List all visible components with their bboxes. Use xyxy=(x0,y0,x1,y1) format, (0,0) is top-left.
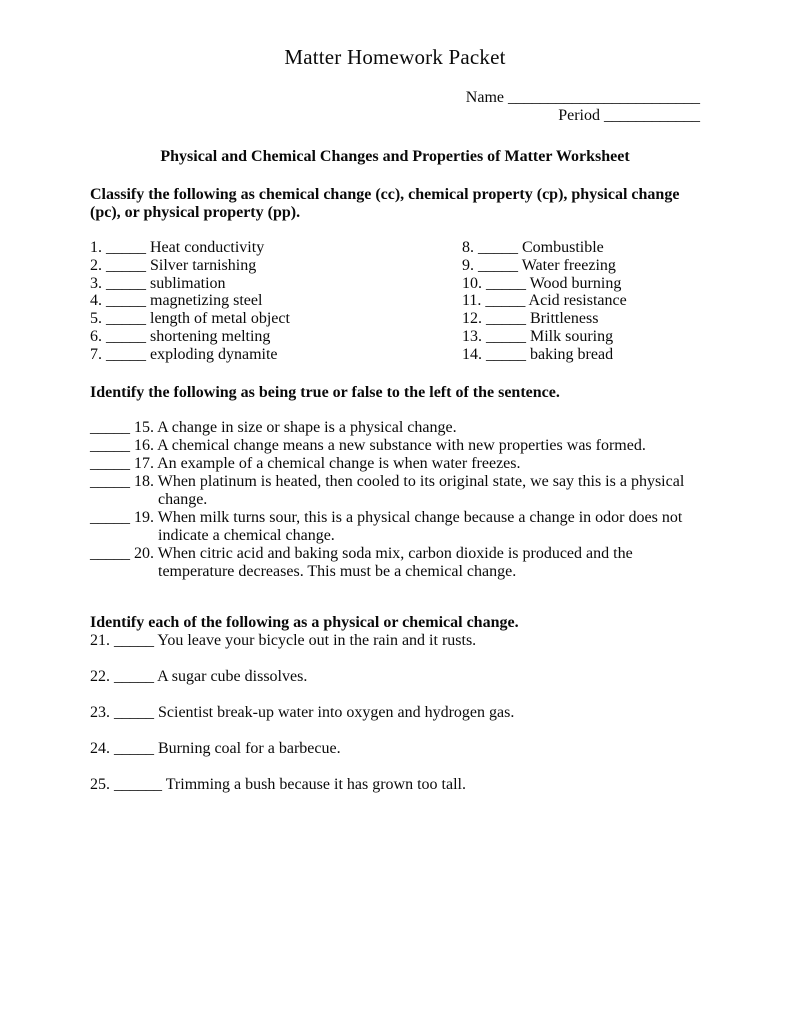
classify-column-right xyxy=(462,239,700,364)
classify-item xyxy=(462,328,700,346)
answer-blank: _____ xyxy=(114,667,154,685)
item-number: 5. xyxy=(90,310,102,328)
answer-blank: _____ xyxy=(106,274,146,292)
classify-item xyxy=(462,310,700,328)
item-number: 6. xyxy=(90,327,102,345)
answer-blank: _____ xyxy=(478,256,518,274)
answer-blank: _____ xyxy=(486,345,526,363)
statement-text: When milk turns sour, this is a physical change because a change in odor does not indicate a chemical change. xyxy=(157,508,683,544)
classify-item xyxy=(462,292,700,310)
item-number: 22. xyxy=(90,667,110,685)
answer-blank: _____ xyxy=(90,508,130,526)
item-number: 3. xyxy=(90,274,102,292)
item-number: 7. xyxy=(90,345,102,363)
statement-text: You leave your bicycle out in the rain and it rusts. xyxy=(157,631,477,649)
change-section-heading: Identify each of the following as a physical or chemical change. xyxy=(90,613,519,631)
answer-blank: _____ xyxy=(486,327,526,345)
student-id-block xyxy=(90,89,700,125)
true-false-item xyxy=(90,419,700,437)
classify-column-left xyxy=(90,239,462,364)
answer-blank: _____ xyxy=(114,739,154,757)
item-label: Heat conductivity xyxy=(150,239,265,256)
statement-text: A sugar cube dissolves. xyxy=(157,667,308,685)
item-number: 9. xyxy=(462,256,474,274)
item-number: 2. xyxy=(90,256,102,274)
item-number: 23. xyxy=(90,703,110,721)
period-label: Period xyxy=(558,107,600,124)
statement-text: Burning coal for a barbecue. xyxy=(158,739,341,757)
name-label: Name xyxy=(465,89,504,106)
item-number: 11. xyxy=(462,292,482,310)
answer-blank: _____ xyxy=(486,274,526,292)
item-label: shortening melting xyxy=(150,327,271,345)
true-false-item xyxy=(90,455,700,473)
true-false-item xyxy=(90,545,700,581)
item-number: 14. xyxy=(462,345,482,363)
answer-blank: _____ xyxy=(106,345,146,363)
item-number: 19. xyxy=(134,508,154,526)
answer-blank: _____ xyxy=(106,292,146,310)
item-number: 17. xyxy=(134,454,154,472)
answer-blank: _____ xyxy=(106,310,146,328)
classify-item xyxy=(90,292,462,310)
answer-blank: _____ xyxy=(106,256,146,274)
answer-blank: _____ xyxy=(90,472,130,490)
answer-blank: _____ xyxy=(90,544,130,562)
change-item xyxy=(90,704,700,722)
name-blank: ________________________ xyxy=(508,89,700,106)
answer-blank: _____ xyxy=(486,310,526,328)
item-label: Combustible xyxy=(522,239,604,256)
classify-item xyxy=(462,239,700,257)
change-item xyxy=(90,740,700,758)
statement-text: When citric acid and baking soda mix, carbon dioxide is produced and the temperature decreases. This must be a chemical change. xyxy=(157,544,633,580)
item-label: Acid resistance xyxy=(528,292,627,310)
statement-text: A chemical change means a new substance with new properties was formed. xyxy=(157,436,646,454)
true-false-list xyxy=(90,419,700,581)
statement-text: An example of a chemical change is when water freezes. xyxy=(157,454,521,472)
item-label: exploding dynamite xyxy=(150,345,278,363)
name-line xyxy=(90,89,700,107)
item-label: Brittleness xyxy=(530,310,599,328)
classify-item xyxy=(462,346,700,364)
answer-blank: _____ xyxy=(90,418,130,436)
classify-item xyxy=(90,310,462,328)
item-label: Water freezing xyxy=(521,256,616,274)
classify-list xyxy=(90,239,700,364)
classify-item xyxy=(90,257,462,275)
change-item xyxy=(90,668,700,686)
item-number: 21. xyxy=(90,631,110,649)
item-number: 18. xyxy=(134,472,154,490)
true-false-item xyxy=(90,437,700,455)
item-label: Milk souring xyxy=(530,327,614,345)
statement-text: Scientist break-up water into oxygen and hydrogen gas. xyxy=(158,703,515,721)
item-number: 15. xyxy=(134,418,154,436)
item-label: Silver tarnishing xyxy=(150,256,257,274)
period-blank: ____________ xyxy=(604,107,700,124)
change-list xyxy=(90,632,700,794)
answer-blank: _____ xyxy=(114,631,154,649)
item-number: 13. xyxy=(462,327,482,345)
period-line xyxy=(90,107,700,125)
statement-text: When platinum is heated, then cooled to its original state, we say this is a physical change. xyxy=(157,472,685,508)
true-false-heading: Identify the following as being true or false to the left of the sentence. xyxy=(90,383,560,401)
classify-item xyxy=(90,275,462,293)
classify-item xyxy=(90,239,462,257)
statement-text: Trimming a bush because it has grown too tall. xyxy=(165,775,466,793)
item-number: 16. xyxy=(134,436,154,454)
item-number: 8. xyxy=(462,239,474,256)
statement-text: A change in size or shape is a physical change. xyxy=(157,418,457,436)
answer-blank: _____ xyxy=(485,292,526,310)
document-title: Matter Homework Packet xyxy=(284,45,506,69)
item-label: length of metal object xyxy=(150,310,290,328)
item-label: sublimation xyxy=(150,274,226,292)
change-item xyxy=(90,632,700,650)
item-label: baking bread xyxy=(530,345,614,363)
item-number: 1. xyxy=(90,239,102,256)
worksheet-title: Physical and Chemical Changes and Properties of Matter Worksheet xyxy=(160,148,630,165)
classify-item xyxy=(90,346,462,364)
item-label: Wood burning xyxy=(529,274,622,292)
item-number: 25. xyxy=(90,775,110,793)
answer-blank: _____ xyxy=(90,454,130,472)
item-number: 24. xyxy=(90,739,110,757)
classify-item xyxy=(90,328,462,346)
answer-blank: _____ xyxy=(478,239,518,256)
classify-instructions: Classify the following as chemical change (cc), chemical property (cp), physical change (pc), or physical property (pp). xyxy=(90,186,680,221)
item-number: 4. xyxy=(90,292,102,310)
answer-blank: _____ xyxy=(90,436,130,454)
item-label: magnetizing steel xyxy=(150,292,263,310)
classify-item xyxy=(462,257,700,275)
classify-item xyxy=(462,275,700,293)
answer-blank: _____ xyxy=(114,703,154,721)
answer-blank: ______ xyxy=(114,775,162,793)
true-false-item xyxy=(90,509,700,545)
item-number: 12. xyxy=(462,310,482,328)
answer-blank: _____ xyxy=(106,327,146,345)
item-number: 20. xyxy=(134,544,154,562)
answer-blank: _____ xyxy=(106,239,146,256)
true-false-item xyxy=(90,473,700,509)
item-number: 10. xyxy=(462,274,482,292)
change-item xyxy=(90,776,700,794)
